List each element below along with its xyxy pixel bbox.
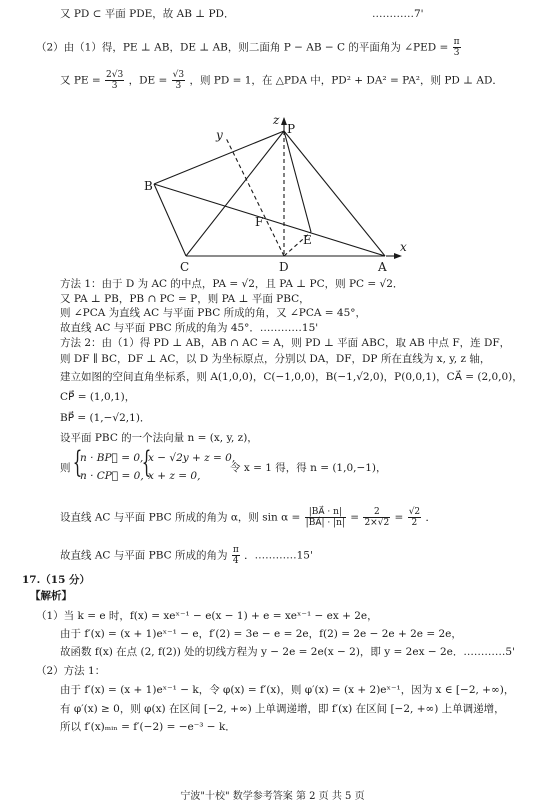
edge-PE	[284, 131, 311, 232]
text-line: 所以 f′(x)ₘᵢₙ = f′(−2) = −e⁻³ − k．	[60, 721, 236, 733]
text-line: 建立如图的空间直角坐标系，则 A(1,0,0)，C(−1,0,0)，B(−1,√2,0)，P(0,0,1)，CA⃗ = (2,0,0)，	[60, 371, 523, 383]
edge-PC	[186, 131, 284, 256]
edge-BC	[154, 184, 186, 256]
fraction: $\frac{|BA⃗ \cdot n|}{|BA⃗| \cdot |n|}$	[305, 507, 345, 528]
fraction: $\frac{\pi}{4}$	[232, 545, 239, 566]
fraction: $\frac{√2}{2}$	[408, 507, 421, 528]
equation: x + z = 0,	[148, 470, 201, 482]
label-E: E	[303, 233, 312, 247]
text-line: （2）由（1）得，PE ⊥ AB，DE ⊥ AB，则二面角 P − AB − C 的平面角为 ∠PED = $\frac{\pi}{3}$	[36, 37, 460, 58]
text-line: 由于 f′(x) = (x + 1)eˣ⁻¹ − k，令 φ(x) = f′(x)，则 φ′(x) = (x + 2)eˣ⁻¹，因为 x ∈ [−2, +∞)，	[60, 684, 515, 696]
label-F: F	[255, 215, 264, 229]
label-C: C	[180, 260, 190, 274]
geometry-figure	[144, 113, 418, 278]
text-line: 则 ∠PCA 为直线 AC 与平面 PBC 所成的角，又 ∠PCA = 45°，	[60, 307, 367, 319]
text-line: 故直线 AC 与平面 PBC 所成的角为 $\frac{\pi}{4}$ ．…………15'	[60, 545, 313, 566]
edge-PA	[284, 131, 385, 256]
brace: {	[141, 445, 152, 480]
text-line: 故函数 f(x) 在点 (2, f(2)) 处的切线方程为 y − 2e = 2e(x − 2)，即 y = 2ex − 2e．…………5'	[60, 646, 515, 658]
brace: {	[72, 445, 83, 480]
question-number: 17.（15 分）	[22, 574, 91, 586]
text-line: （2）方法 1：	[36, 665, 106, 677]
fraction: $\frac{√3}{3}$	[172, 70, 185, 91]
label-D: D	[279, 260, 289, 274]
text-line: 方法 1：由于 D 为 AC 的中点，PA = √2，且 PA ⊥ PC，则 PC = √2．	[60, 278, 404, 290]
text-line: 又 PD ⊂ 平面 PDE，故 AB ⊥ PD．	[60, 8, 235, 20]
text-line: 又 PA ⊥ PB，PB ∩ PC = P，则 PA ⊥ 平面 PBC，	[60, 293, 310, 305]
equation: n · CP⃗ = 0,	[80, 470, 144, 482]
text-line: BP⃗ = (1,−√2,1)．	[60, 412, 151, 424]
score-mark: …………7'	[372, 8, 424, 20]
text-line: 又 PE = $\frac{2√3}{3}$ ，DE = $\frac{√3}{3}$ ，则 PD = 1，在 △PDA 中，PD² + DA² = PA²，则 PD ⊥ AD．	[60, 70, 503, 91]
text-fragment: 令 x = 1 得，得 n = (1,0,−1)，	[230, 462, 387, 474]
label-A: A	[378, 260, 387, 274]
text-line: 故直线 AC 与平面 PBC 所成的角为 45°．…………15'	[60, 322, 319, 334]
label-x: x	[400, 240, 407, 254]
text-line: 有 φ′(x) ≥ 0，则 φ(x) 在区间 [−2, +∞) 上单调递增，即 f′(x) 在区间 [−2, +∞) 上单调递增，	[60, 703, 505, 715]
fraction: $\frac{\pi}{3}$	[453, 37, 460, 58]
text-line: 由于 f′(x) = (x + 1)eˣ⁻¹ − e，f′(2) = 3e − e = 2e，f(2) = 2e − 2e + 2e = 2e，	[60, 628, 462, 640]
text-line: 则 DF ∥ BC，DF ⊥ AC，以 D 为坐标原点，分别以 DA，DF，DP 所在直线为 x, y, z 轴，	[60, 353, 491, 365]
section-heading: 【解析】	[30, 590, 72, 602]
text-line: （1）当 k = e 时，f(x) = xeˣ⁻¹ − e(x − 1) + e = xeˣ⁻¹ − ex + 2e，	[36, 610, 378, 622]
text-line: 设平面 PBC 的一个法向量 n = (x, y, z)，	[60, 432, 258, 444]
label-y: y	[216, 128, 223, 142]
fraction: $\frac{2}{2\times√2}$	[364, 507, 390, 528]
text-line: CP⃗ = (1,0,1)，	[60, 391, 136, 403]
page-footer: 宁波"十校" 数学参考答案 第 2 页 共 5 页	[180, 791, 365, 802]
label-P: P	[287, 122, 296, 136]
edge-BA	[154, 184, 385, 256]
equation: x − √2y + z = 0,	[148, 452, 236, 464]
label-B: B	[144, 179, 153, 193]
equation: n · BP⃗ = 0,	[80, 452, 144, 464]
fraction: $\frac{2√3}{3}$	[106, 70, 124, 91]
text-line: 方法 2：由（1）得 PD ⊥ AB，AB ∩ AC = A，则 PD ⊥ 平面 ABC，取 AB 中点 F，连 DF，	[60, 337, 511, 349]
text-line: 设直线 AC 与平面 PBC 所成的角为 α，则 sin α = $\frac{|BA⃗ \cdot n|}{|BA⃗| \cdot |n|}$ = $\frac{2}{2\times√2}$ = $\frac{√2}{2}$ ．	[60, 507, 436, 528]
y-axis	[226, 138, 284, 256]
label-z: z	[273, 113, 280, 127]
text-fragment: 则	[60, 462, 71, 474]
